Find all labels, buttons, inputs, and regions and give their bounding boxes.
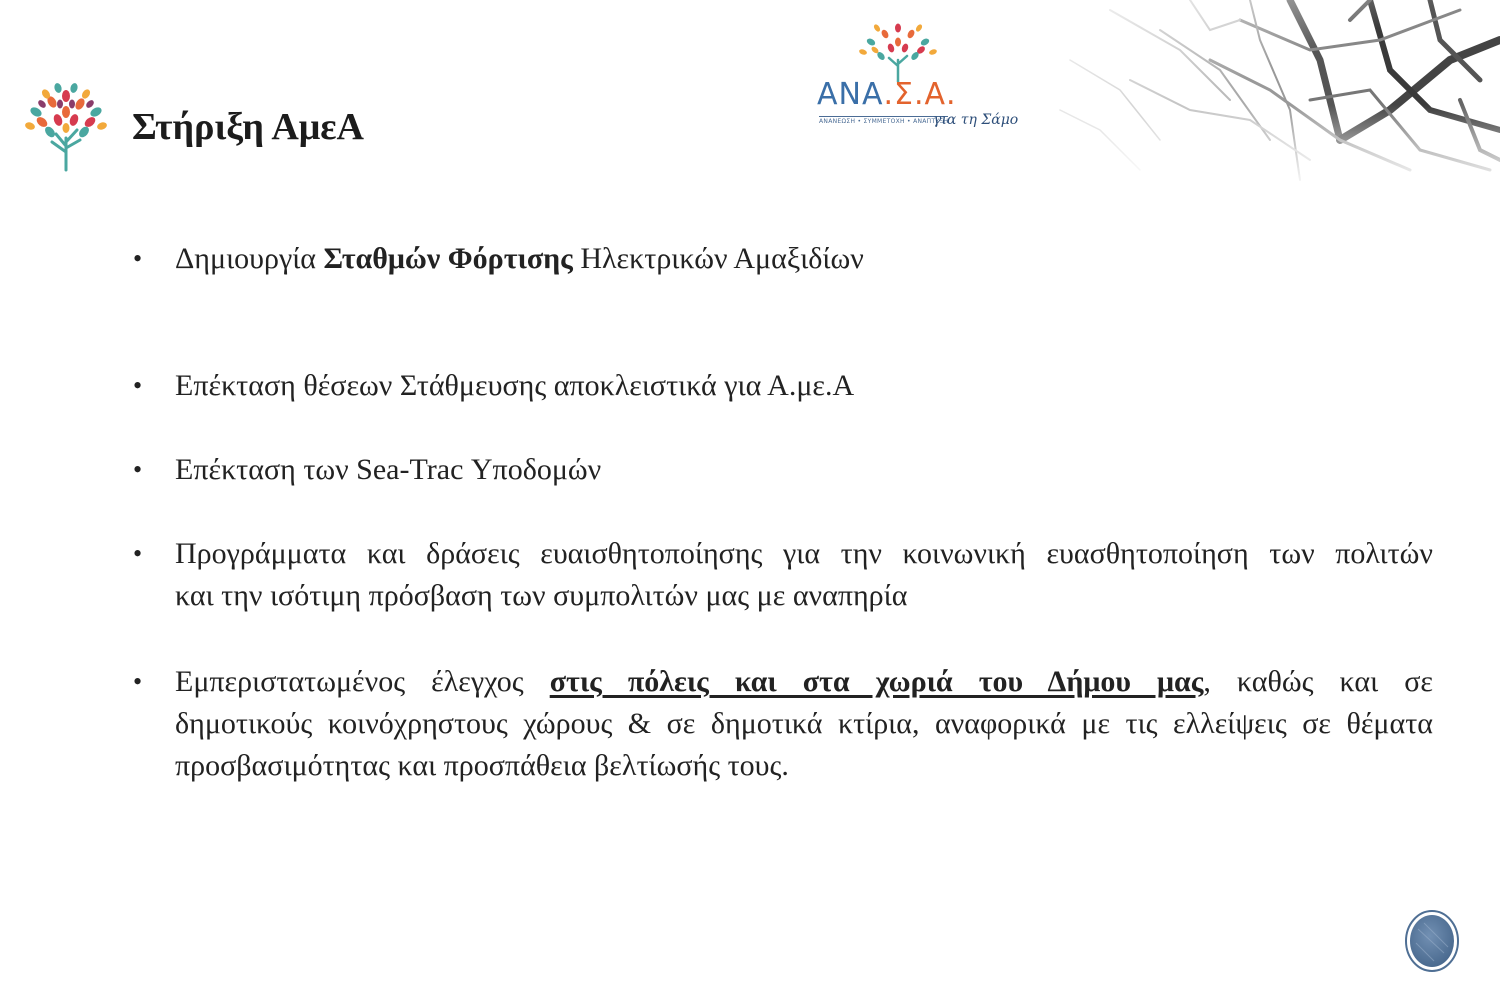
bullet-item-inspection	[133, 661, 1434, 787]
bullet-item-charging	[133, 238, 1433, 280]
bullet-text-line: δημοτικούς κοινόχρηστους χώρους & σε δημοτικά κτίρια, αναφορικά με τις ελλείψεις σε θέματα	[175, 707, 1433, 740]
tree-logo-icon	[22, 82, 112, 174]
bullet-text-line: προσβασιμότητας και προσπάθεια βελτίωσής τους.	[175, 749, 789, 782]
bullet-text-line: Προγράμματα και δράσεις ευαισθητοποίησης για την κοινωνική ευασθητοποίηση των πολιτών	[175, 537, 1433, 570]
bullet-text: Δημιουργία	[175, 242, 324, 275]
brand-tree-icon	[855, 20, 941, 82]
map-background-art	[1010, 0, 1500, 190]
brand-name-part2: .Σ.Α.	[883, 77, 957, 112]
bullet-bold-underlined-text: στις πόλεις και στα χωριά του Δήμου μας	[549, 665, 1204, 698]
bullet-dot: •	[133, 455, 143, 484]
bullet-item-parking	[133, 365, 1433, 407]
bullet-text-line: και την ισότιμη πρόσβαση των συμπολιτών μας με αναπηρία	[175, 579, 908, 612]
bullet-text: Επέκταση θέσεων Στάθμευσης αποκλειστικά για Α.με.Α	[175, 369, 855, 402]
brand-name	[817, 78, 957, 112]
bullet-dot: •	[133, 539, 143, 568]
bullet-text: Ηλεκτρικών Αμαξιδίων	[572, 242, 864, 275]
bullet-bold-text: Σταθμών Φόρτισης	[323, 242, 573, 275]
brand-name-part1: ΑΝΑ	[817, 77, 884, 112]
bullet-item-seatrac	[133, 449, 1433, 491]
next-slide-button-icon[interactable]	[1404, 909, 1460, 973]
bullet-text: Εμπεριστατωμένος έλεγχος	[175, 665, 550, 698]
brand-script: για τη Σάμο	[933, 112, 1019, 128]
bullet-dot: •	[133, 667, 143, 696]
bullet-dot: •	[133, 371, 143, 400]
brand-tagline: ΑΝΑΝΕΩΣΗ • ΣΥΜΜΕΤΟΧΗ • ΑΝΑΠΤΥΞΗ	[819, 118, 949, 125]
bullet-text: , καθώς και σε	[1203, 665, 1434, 698]
slide-title: Στήριξη ΑμεΑ	[132, 106, 364, 148]
bullet-dot: •	[133, 244, 143, 273]
anasa-brand-logo	[815, 20, 1019, 128]
bullet-text: Επέκταση των Sea-Trac Υποδομών	[175, 453, 602, 486]
bullet-item-awareness	[133, 533, 1433, 617]
